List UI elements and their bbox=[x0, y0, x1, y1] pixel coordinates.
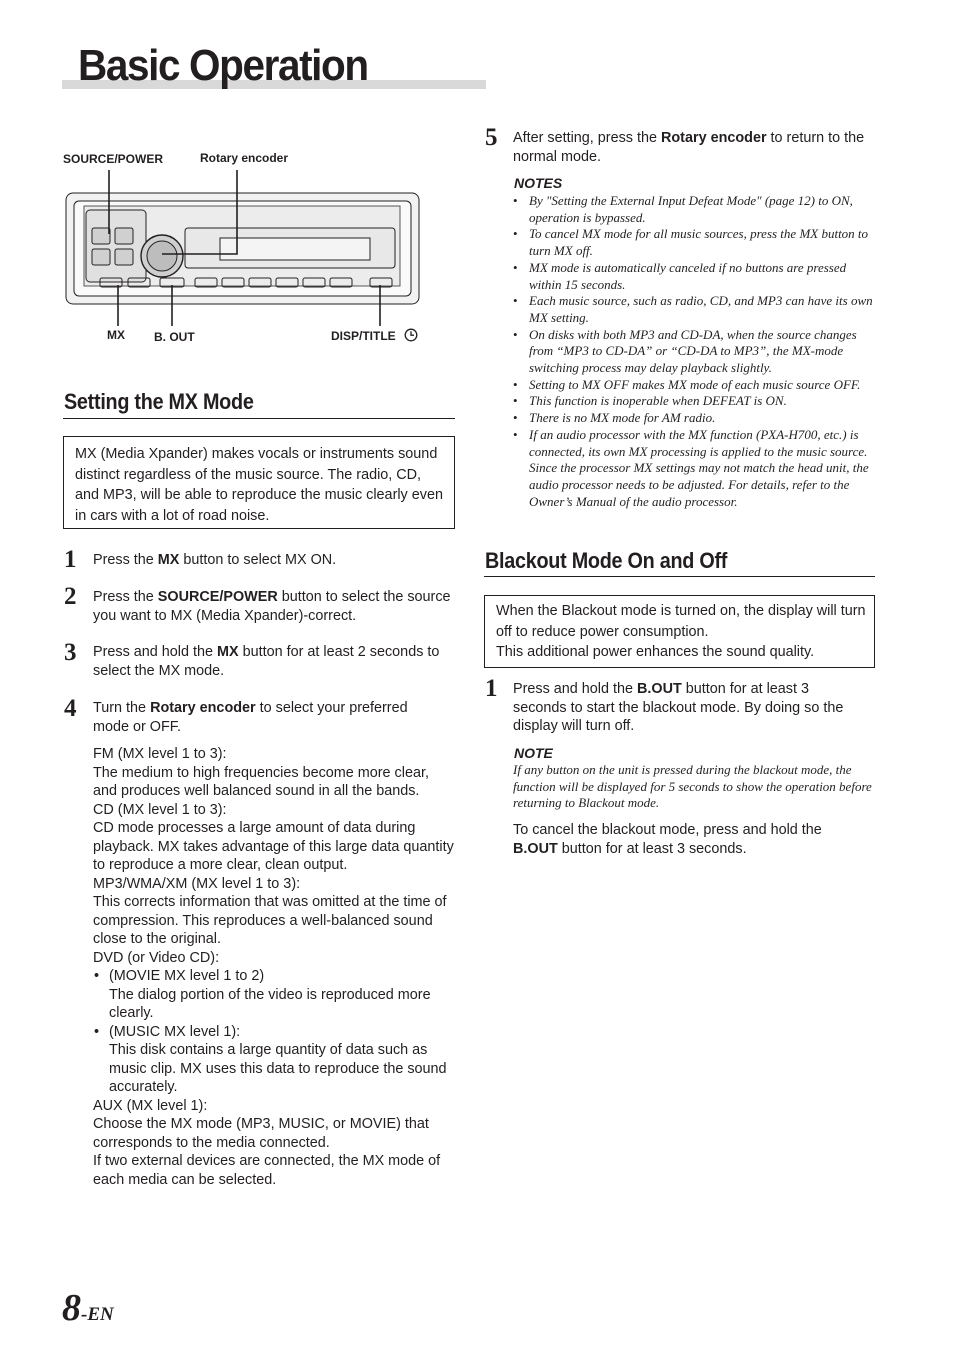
blackout-cancel-text: To cancel the blackout mode, press and hold the B.OUT button for at least 3 seconds. bbox=[513, 822, 822, 857]
label-disp-title: DISP/TITLE bbox=[331, 329, 396, 343]
label-source-power: SOURCE/POWER bbox=[63, 152, 164, 166]
mx-intro-text: MX (Media Xpander) makes vocals or instruments sound distinct regardless of the music source. The radio, CD, and MP3, will be able to reproduce the music clearly even in cars with a lot of road noise. bbox=[75, 446, 443, 524]
fm-title: FM (MX level 1 to 3): bbox=[93, 746, 227, 762]
dvd-movie-item: • (MOVIE MX level 1 to 2) The dialog portion of the video is reproduced more clearly. bbox=[93, 967, 455, 1023]
blackout-intro-box bbox=[484, 595, 875, 668]
blackout-note-text: If any button on the unit is pressed during the blackout mode, the function will be displayed for 5 seconds to show the operation before returning to Blackout mode. bbox=[513, 762, 872, 811]
page-title: Basic Operation bbox=[78, 41, 368, 90]
mx-level-details bbox=[93, 745, 455, 1189]
blackout-intro-line-1: When the Blackout mode is turned on, the display will turn off to reduce power consumption. bbox=[496, 603, 866, 640]
note-item: • Setting to MX OFF makes MX mode of each music source OFF. bbox=[513, 377, 876, 394]
blackout-step-1-text: Press and hold the B.OUT button for at least 3 seconds to start the blackout mode. By doing so the display will turn off. bbox=[513, 681, 844, 735]
notes-list bbox=[513, 193, 876, 510]
head-unit-illustration bbox=[60, 168, 426, 326]
notes-heading: NOTES bbox=[514, 175, 563, 191]
step-1-text: Press the MX button to select MX ON. bbox=[93, 552, 337, 568]
step-number: 5 bbox=[485, 124, 498, 151]
dvd-title: DVD (or Video CD): bbox=[93, 949, 220, 966]
mp3-title: MP3/WMA/XM (MX level 1 to 3): bbox=[93, 875, 301, 892]
mp3-text: This corrects information that was omitted at the time of compression. This reproduces a well-balanced sound close to the original. bbox=[93, 894, 447, 947]
step-2-text: Press the SOURCE/POWER button to select the source you want to MX (Media Xpander)-correct. bbox=[93, 589, 451, 624]
label-mx: MX bbox=[107, 328, 125, 342]
mx-intro-box bbox=[63, 436, 455, 529]
aux-text-2: If two external devices are connected, the MX mode of each media can be selected. bbox=[93, 1153, 441, 1188]
blackout-section-heading: Blackout Mode On and Off bbox=[485, 548, 728, 573]
note-item: • There is no MX mode for AM radio. bbox=[513, 410, 876, 427]
cd-title: CD (MX level 1 to 3): bbox=[93, 801, 227, 818]
note-item: • Each music source, such as radio, CD, and MP3 can have its own MX setting. bbox=[513, 293, 876, 326]
note-item: • This function is inoperable when DEFEAT is ON. bbox=[513, 393, 876, 410]
clock-icon bbox=[404, 328, 418, 342]
step-number: 2 bbox=[64, 583, 77, 610]
label-b-out: B. OUT bbox=[154, 330, 195, 344]
dvd-music-item: • (MUSIC MX level 1): This disk contains a large quantity of data such as music clip. MX uses this data to reproduce the sound accurately. bbox=[93, 1023, 455, 1097]
step-4-text: Turn the Rotary encoder to select your preferred mode or OFF. bbox=[93, 700, 408, 735]
step-number: 1 bbox=[485, 675, 498, 702]
note-item: • To cancel MX mode for all music sources, press the MX button to turn MX off. bbox=[513, 226, 876, 259]
step-3-text: Press and hold the MX button for at least 2 seconds to select the MX mode. bbox=[93, 644, 440, 679]
note-item: • By "Setting the External Input Defeat Mode" (page 12) to ON, operation is bypassed. bbox=[513, 193, 876, 226]
fm-text: The medium to high frequencies become more clear, and produces well balanced sound in all the bands. bbox=[93, 764, 429, 799]
aux-text: Choose the MX mode (MP3, MUSIC, or MOVIE) that corresponds to the media connected. bbox=[93, 1116, 429, 1151]
step-number: 4 bbox=[64, 695, 77, 722]
mx-section-heading: Setting the MX Mode bbox=[64, 389, 254, 414]
page-number: 8-EN bbox=[62, 1287, 114, 1329]
step-number: 3 bbox=[64, 639, 77, 666]
cd-text: CD mode processes a large amount of data during playback. MX takes advantage of this large data quantity to reproduce a more clear, clean output. bbox=[93, 820, 454, 873]
mx-section-rule bbox=[63, 418, 455, 419]
aux-title: AUX (MX level 1): bbox=[93, 1097, 208, 1114]
step-number: 1 bbox=[64, 546, 77, 573]
note-item: • MX mode is automatically canceled if no buttons are pressed within 15 seconds. bbox=[513, 260, 876, 293]
step-5-text: After setting, press the Rotary encoder to return to the normal mode. bbox=[513, 130, 865, 165]
label-rotary-encoder: Rotary encoder bbox=[200, 151, 289, 165]
note-item: • On disks with both MP3 and CD-DA, when the source changes from “MP3 to CD-DA” or “CD-DA to MP3”, the MX-mode switching process may delay playback slightly. bbox=[513, 327, 876, 377]
blackout-intro-line-2: This additional power enhances the sound quality. bbox=[496, 644, 815, 661]
note-heading: NOTE bbox=[514, 745, 553, 761]
blackout-section-rule bbox=[484, 576, 875, 577]
note-item: • If an audio processor with the MX function (PXA-H700, etc.) is connected, its own MX processing is applied to the music source. Since the processor MX settings may not match the head unit, the audio processor needs to be adjusted. For details, refer to the Owner’s Manual of the audio processor. bbox=[513, 427, 876, 511]
